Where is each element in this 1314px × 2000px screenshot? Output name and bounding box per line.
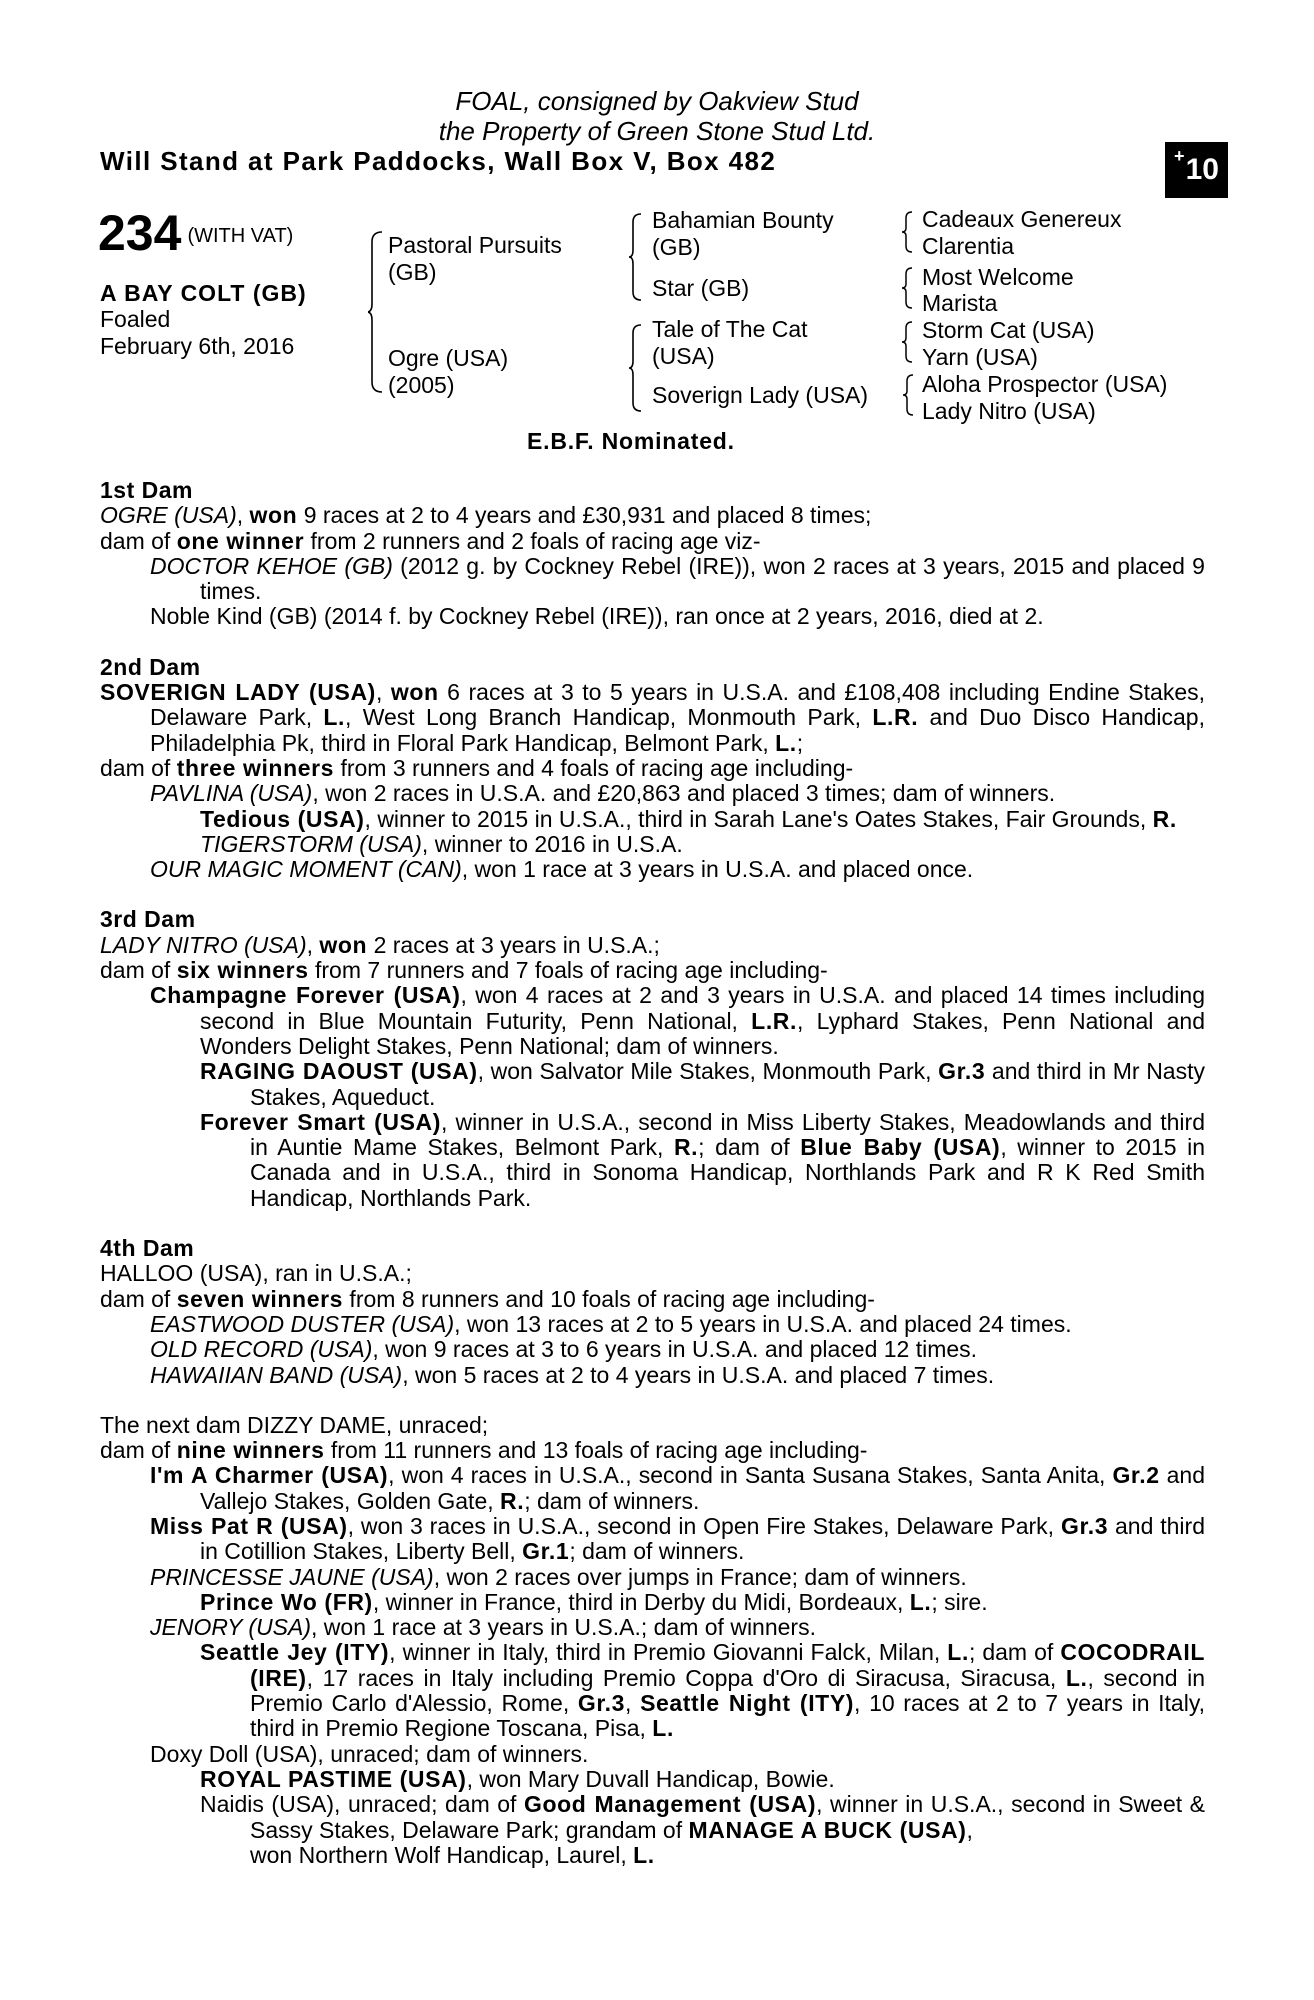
section-title-4th-dam: 4th Dam (100, 1235, 195, 1262)
pedigree-ds-country: (USA) (652, 343, 715, 369)
pedigree-ds (652, 316, 808, 370)
ebf-nominated: E.B.F. Nominated. (527, 428, 735, 454)
t: , won 1 race at 3 years in U.S.A.; dam of winners. (311, 1614, 816, 1641)
dam5-offspring-e2-cont (100, 1843, 1205, 1868)
pedigree-brace-sd (902, 266, 914, 310)
dam5-offspring-b (100, 1514, 1205, 1565)
dam1-record-text: 9 races at 2 to 4 years and £30,931 and placed 8 times; (297, 502, 872, 529)
dam5-offspring-c1 (100, 1590, 1205, 1615)
offspring-name: Forever Smart (USA) (200, 1108, 442, 1135)
offspring-name: TIGERSTORM (USA) (200, 830, 422, 857)
t: dam of (100, 754, 177, 781)
t: Blue Baby (USA) (800, 1134, 1001, 1161)
t: L.R. (751, 1007, 798, 1034)
dam3-name: LADY NITRO (USA) (100, 931, 307, 958)
t: , winner in Italy, third in Premio Giovanni Falck, Milan, (389, 1639, 948, 1666)
t: ; dam of (698, 1134, 801, 1161)
pedigree-ss-country: (GB) (652, 234, 701, 260)
t: ; (796, 729, 804, 756)
t: , won 1 race at 3 years in U.S.A. and placed once. (461, 856, 974, 883)
pedigree-ss (652, 207, 834, 261)
t: , won 4 races at 2 and 3 years in U.S.A. and placed 14 times including second in Blue Mountain Futurity, Penn National, (200, 982, 1205, 1034)
t: , won 9 races at 3 to 6 years in U.S.A. and placed 12 times. (372, 1336, 978, 1363)
t: Seattle Night (ITY) (640, 1690, 855, 1717)
pedigree-dam-name: Ogre (USA) (388, 345, 509, 371)
pedigree-sdd: Marista (922, 290, 998, 316)
dam2-offspring-1a (100, 807, 1205, 832)
dam4-produce (100, 1287, 1205, 1312)
t: Gr.1 (522, 1538, 570, 1565)
pedigree-dam-year: (2005) (388, 372, 455, 398)
dam2-winners: three winners (176, 754, 335, 781)
pedigree-ds-name: Tale of The Cat (652, 316, 808, 342)
offspring-name: PRINCESSE JAUNE (USA) (150, 1563, 434, 1590)
t: , (625, 1690, 641, 1717)
t: , won Mary Duvall Handicap, Bowie. (466, 1765, 835, 1792)
pedigree-dam (388, 345, 508, 399)
dam3-winners: six winners (176, 957, 309, 984)
t: , second in Premio Carlo d'Alessio, Rome, (250, 1664, 1205, 1717)
dam4-winners: seven winners (176, 1285, 344, 1312)
t: ; dam of (968, 1639, 1061, 1666)
t: Gr.2 (1112, 1462, 1160, 1489)
offspring-name: Prince Wo (FR) (200, 1588, 373, 1615)
dam2-offspring-1 (100, 781, 1205, 806)
catalogue-body (100, 478, 1205, 1868)
t: ; dam of winners. (524, 1487, 700, 1514)
dam2-name: SOVERIGN LADY (USA) (100, 679, 376, 706)
pedigree-sss: Cadeaux Genereux (922, 206, 1122, 232)
offspring-name: Tedious (USA) (200, 805, 365, 832)
pedigree-dsd: Yarn (USA) (922, 344, 1038, 370)
offspring-name: Champagne Forever (USA) (150, 982, 461, 1009)
t: from 3 runners and 4 foals of racing age including- (334, 754, 854, 781)
lot-number (98, 205, 293, 264)
dam4-offspring-2 (100, 1337, 1205, 1362)
dam1-winners: one winner (176, 527, 305, 554)
dam1-offspring-2: Noble Kind (GB) (2014 f. by Cockney Rebel (IRE)), ran once at 2 years, 2016, died at 2. (150, 603, 1044, 630)
dam5-offspring-d1 (100, 1640, 1205, 1741)
t: Gr.3 (1060, 1512, 1109, 1539)
offspring-name: Miss Pat R (USA) (150, 1512, 348, 1539)
lot-badge (1165, 142, 1228, 198)
dam2-record (100, 680, 1205, 756)
dam5-offspring-e: Doxy Doll (USA), unraced; dam of winners. (150, 1740, 589, 1767)
t: , won 2 races over jumps in France; dam of winners. (433, 1563, 967, 1590)
t: from 11 runners and 13 foals of racing age including- (324, 1437, 868, 1464)
offspring-name: HAWAIIAN BAND (USA) (150, 1361, 403, 1388)
horse-description: A BAY COLT (GB) (100, 280, 307, 306)
dam5-offspring-c (100, 1565, 1205, 1590)
t: and Duo Disco Handicap, Philadelphia Pk, third in Floral Park Handicap, Belmont Park, (150, 704, 1205, 756)
pedigree-sire-country: (GB) (388, 259, 437, 285)
pedigree-ddd: Lady Nitro (USA) (922, 398, 1096, 424)
t: won (390, 679, 439, 706)
dam4-offspring-1 (100, 1312, 1205, 1337)
t: Good Management (USA) (523, 1791, 817, 1818)
t: L. (1065, 1664, 1088, 1691)
pedigree-brace-main (368, 230, 384, 395)
t: , winner in U.S.A., second in Sweet & Sassy Stakes, Delaware Park; grandam of (250, 1791, 1205, 1843)
t: R. (500, 1487, 525, 1514)
pedigree-dss: Storm Cat (USA) (922, 317, 1095, 343)
t: and third in Cotillion Stakes, Liberty Bell, (200, 1512, 1205, 1565)
t: , 17 races in Italy including Premio Coppa d'Oro di Siracusa, Siracusa, (306, 1664, 1066, 1691)
t: Gr.3 (577, 1690, 626, 1717)
pedigree-brace-sire (629, 212, 643, 302)
offspring-name: Seattle Jey (ITY) (200, 1639, 390, 1666)
t: from 8 runners and 10 foals of racing age including- (343, 1285, 875, 1312)
vat-label: (WITH VAT) (187, 225, 294, 247)
dam5-record: The next dam DIZZY DAME, unraced; (100, 1411, 489, 1438)
offspring-name: OUR MAGIC MOMENT (CAN) (150, 856, 462, 883)
t: , won 3 races in U.S.A., second in Open Fire Stakes, Delaware Park, (347, 1512, 1061, 1539)
t: , winner to 2015 in Canada and in U.S.A., third in Sonoma Handicap, Northlands Park and R K Red Smith Handicap, Northlands Park. (250, 1134, 1205, 1211)
pedigree-brace-ds (902, 320, 914, 364)
t: Naidis (USA), unraced; dam of (200, 1791, 524, 1818)
t: from 7 runners and 7 foals of racing age including- (308, 957, 828, 984)
offspring-name: RAGING DAOUST (USA) (200, 1058, 478, 1085)
section-title-1st-dam: 1st Dam (100, 477, 193, 503)
t: dam of (100, 957, 177, 984)
dam1-produce (100, 529, 1205, 554)
foaled-label: Foaled (100, 306, 171, 332)
t: L. (775, 729, 797, 756)
pedigree-sire (388, 232, 562, 286)
t: COCODRAIL (IRE) (250, 1639, 1206, 1691)
t: , Lyphard Stakes, Penn National and Wonders Delight Stakes, Penn National; dam of winners. (200, 1007, 1205, 1059)
pedigree-dd: Soverign Lady (USA) (652, 382, 869, 408)
lot-number-value: 234 (98, 205, 182, 261)
t: and third in Mr Nasty Stakes, Aqueduct. (250, 1058, 1205, 1110)
t: won (319, 931, 368, 958)
dam3-offspring-1a (100, 1059, 1205, 1110)
dam2-offspring-2 (100, 857, 1205, 882)
t: won Northern Wolf Handicap, Laurel, (250, 1841, 634, 1868)
property-line: the Property of Green Stone Stud Ltd. (438, 116, 876, 146)
t: MANAGE A BUCK (USA) (688, 1816, 967, 1843)
t: , won 2 races in U.S.A. and £20,863 and placed 3 times; dam of winners. (312, 780, 1056, 807)
offspring-name: OLD RECORD (USA) (150, 1336, 373, 1363)
consignor-line: FOAL, consigned by Oakview Stud (455, 86, 859, 116)
t: , West Long Branch Handicap, Monmouth Park, (345, 704, 873, 731)
t: Gr.3 (938, 1058, 986, 1085)
t: , won 13 races at 2 to 5 years in U.S.A. and placed 24 times. (454, 1310, 1072, 1337)
t: ; dam of winners. (569, 1538, 745, 1565)
dam2-offspring-1b (100, 832, 1205, 857)
dam1-name: OGRE (USA) (100, 502, 237, 529)
dam5-offspring-a (100, 1463, 1205, 1514)
stable-location-line: Will Stand at Park Paddocks, Wall Box V, Box 482 (100, 146, 777, 176)
t: 2 races at 3 years in U.S.A.; (367, 931, 660, 958)
pedigree-dds: Aloha Prospector (USA) (922, 371, 1168, 397)
offspring-name: EASTWOOD DUSTER (USA) (150, 1310, 455, 1337)
t: L. (652, 1715, 674, 1742)
t: L. (909, 1588, 932, 1615)
t: , (966, 1816, 973, 1843)
t: , winner to 2016 in U.S.A. (421, 830, 683, 857)
t: ; sire. (931, 1588, 988, 1615)
t: , winner in U.S.A., second in Miss Liberty Stakes, Meadowlands and third in Auntie Mame Stakes, Belmont Park, (250, 1108, 1205, 1161)
dam4-record: HALLOO (USA), ran in U.S.A.; (100, 1260, 412, 1287)
offspring-name: DOCTOR KEHOE (GB) (150, 552, 393, 579)
t: dam of (100, 1437, 177, 1464)
sep: , (236, 502, 250, 529)
dam5-offspring-e2 (100, 1792, 1205, 1843)
dam1-won: won (249, 502, 298, 529)
t: R. (673, 1134, 699, 1161)
section-title-3rd-dam: 3rd Dam (100, 906, 196, 933)
dam1-record (100, 503, 1205, 528)
section-title-2nd-dam: 2nd Dam (100, 653, 201, 680)
offspring-name: JENORY (USA) (150, 1614, 312, 1641)
dam5-offspring-e1 (100, 1767, 1205, 1792)
dam2-produce (100, 756, 1205, 781)
dam3-offspring-1 (100, 983, 1205, 1059)
badge-sup: + (1174, 146, 1185, 166)
t: , (306, 931, 320, 958)
pedigree-sd: Star (GB) (652, 275, 750, 301)
pedigree-brace-dd (903, 373, 915, 417)
dam5-offspring-d (100, 1615, 1205, 1640)
t: , (375, 679, 391, 706)
foaled-date: February 6th, 2016 (100, 333, 295, 359)
t: , winner to 2015 in U.S.A., third in Sarah Lane's Oates Stakes, Fair Grounds, (364, 805, 1153, 832)
dam3-offspring-1b (100, 1110, 1205, 1211)
t: , won 5 races at 2 to 4 years in U.S.A. and placed 7 times. (402, 1361, 995, 1388)
t: , winner in France, third in Derby du Midi, Bordeaux, (372, 1588, 910, 1615)
t: L. (323, 704, 346, 731)
dam4-offspring-3 (100, 1363, 1205, 1388)
dam3-record (100, 933, 1205, 958)
t: L.R. (872, 704, 919, 731)
pedigree-ss-name: Bahamian Bounty (652, 207, 834, 233)
pedigree-ssd: Clarentia (922, 233, 1015, 259)
t: dam of (100, 1285, 177, 1312)
offspring-name: I'm A Charmer (USA) (150, 1462, 389, 1489)
t: from 2 runners and 2 foals of racing age viz- (304, 527, 761, 554)
t: (2012 g. by Cockney Rebel (IRE)), won 2 races at 3 years, 2015 and placed 9 times. (200, 552, 1205, 605)
offspring-name: PAVLINA (USA) (150, 780, 313, 807)
t: R. (1152, 805, 1177, 832)
t: L. (633, 1841, 655, 1868)
t: 6 races at 3 to 5 years in U.S.A. and £108,408 including Endine Stakes, Delaware Park, (150, 679, 1205, 731)
t: , 10 races at 2 to 7 years in Italy, third in Premio Regione Toscana, Pisa, (250, 1690, 1205, 1742)
t: and Vallejo Stakes, Golden Gate, (200, 1462, 1205, 1514)
dam3-produce (100, 958, 1205, 983)
pedigree-sire-name: Pastoral Pursuits (388, 232, 562, 258)
t: dam of (100, 527, 177, 554)
badge-number: 10 (1185, 153, 1219, 186)
pedigree-brace-ss (902, 210, 914, 254)
t: L. (947, 1639, 969, 1666)
dam5-produce (100, 1438, 1205, 1463)
t: , won 4 races in U.S.A., second in Santa Susana Stakes, Santa Anita, (388, 1462, 1113, 1489)
dam1-offspring-1 (100, 554, 1205, 605)
pedigree-brace-dam (629, 323, 643, 413)
offspring-name: ROYAL PASTIME (USA) (200, 1765, 467, 1792)
dam5-winners: nine winners (176, 1437, 325, 1464)
t: , won Salvator Mile Stakes, Monmouth Park, (477, 1058, 939, 1085)
pedigree-sds: Most Welcome (922, 264, 1074, 290)
